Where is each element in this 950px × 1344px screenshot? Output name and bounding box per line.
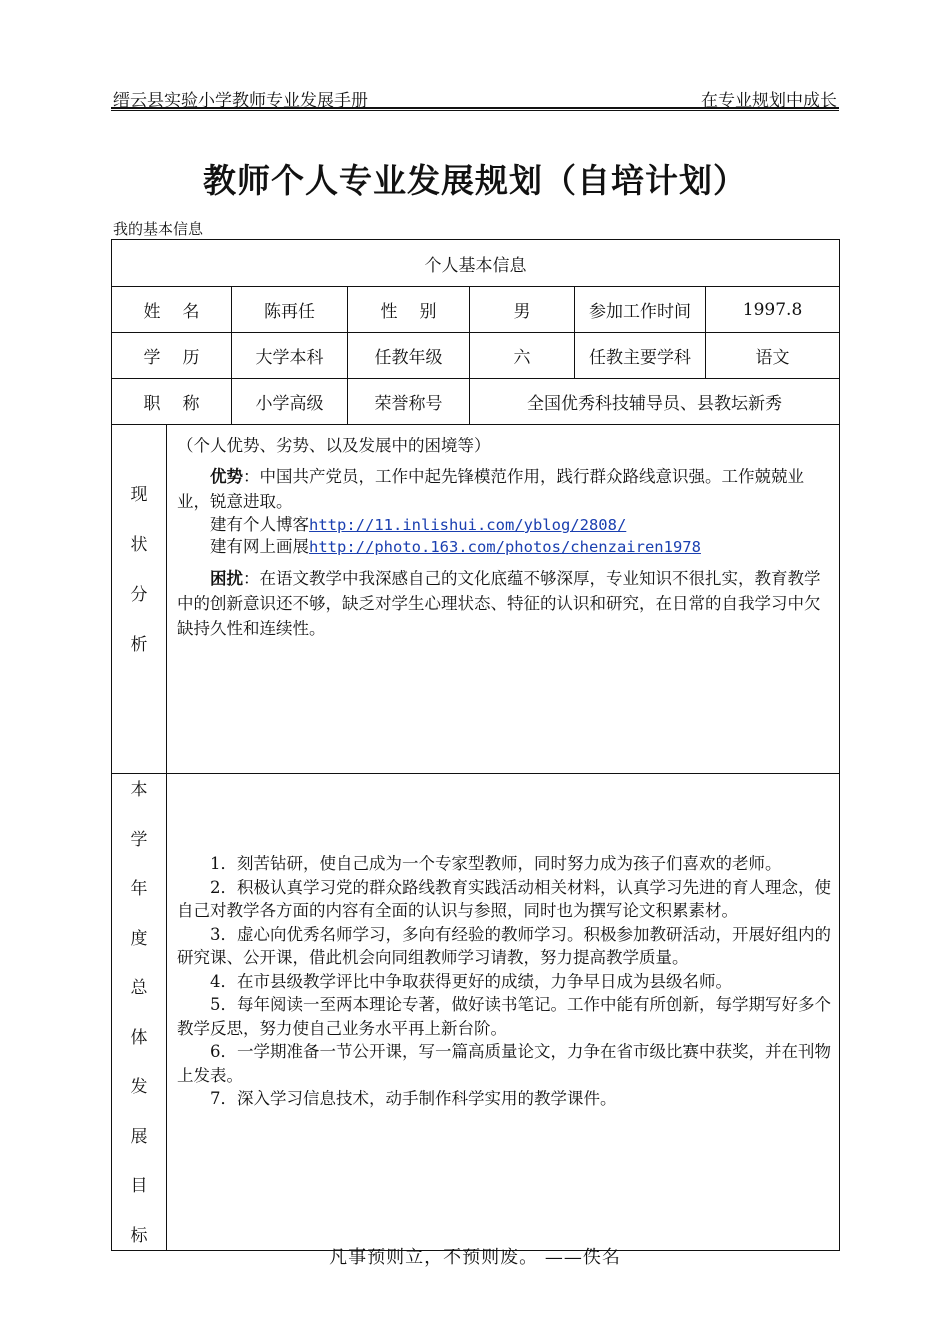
table-caption: 我的基本信息: [113, 220, 204, 238]
gender-value: 男: [470, 287, 575, 333]
blog-link[interactable]: http://11.inlishui.com/yblog/2808/: [309, 516, 627, 534]
goals-label-char: 学: [130, 829, 148, 850]
trouble-text: ：在语文教学中我深感自己的文化底蕴不够深厚，专业知识不很扎实，教育教学中的创新意识还不够，缺乏对学生心理状态、特征的认识和研究，在日常的自我学习中欠缺持久性和连续性。: [177, 569, 821, 638]
blog-label: 建有个人博客: [210, 515, 309, 534]
status-label-char: 现: [130, 485, 148, 505]
header-rule-thin: [111, 110, 839, 111]
subject-label: 任教主要学科: [575, 333, 706, 379]
goal-item: 1．刻苦钻研，使自己成为一个专家型教师，同时努力成为孩子们喜欢的老师。: [210, 854, 782, 873]
status-label-char: 分: [130, 585, 148, 605]
goals-label-char: 体: [130, 1027, 148, 1048]
status-label-char: 状: [130, 535, 148, 555]
goal-item: 5．每年阅读一至两本理论专著，做好读书笔记。工作中能有所创新，每学期写好多个教学反思，努力使自己业务水平再上新台阶。: [177, 995, 831, 1038]
goal-item: 7．深入学习信息技术，动手制作科学实用的教学课件。: [210, 1089, 617, 1108]
header-rule: [111, 107, 839, 109]
basic-info-table: [111, 239, 840, 1251]
goal-item: 6．一学期准备一节公开课，写一篇高质量论文，力争在省市级比赛中获奖，并在刊物上发表。: [177, 1042, 831, 1085]
goal-item: 4．在市县级教学评比中争取获得更好的成绩，力争早日成为县级名师。: [210, 971, 732, 991]
gallery-line: [177, 536, 831, 558]
grade-value: 六: [470, 333, 575, 379]
trouble-paragraph: [177, 566, 831, 641]
advantage-text: ：中国共产党员，工作中起先锋模范作用，践行群众路线意识强。工作兢兢业业，锐意进取。: [177, 467, 804, 511]
work-start-label: 参加工作时间: [575, 287, 706, 333]
work-start-value: 1997.8: [706, 287, 840, 333]
page-title: 教师个人专业发展规划（自培计划）: [203, 161, 747, 200]
goal-item: 2．积极认真学习党的群众路线教育实践活动相关材料，认真学习先进的育人理念，使自己对教学各方面的内容有全面的认识与参照，同时也为撰写论文积累素材。: [177, 877, 831, 920]
goals-label-char: 发: [130, 1077, 148, 1097]
advantage-label: 优势: [210, 467, 243, 486]
annual-goals-label: [112, 774, 167, 1251]
name-label: 姓名: [112, 287, 232, 333]
goal-item: 3．虚心向优秀名师学习，多向有经验的教师学习。积极参加教研活动，开展好组内的研究课、公开课，借此机会向同组教师学习请教，努力提高教学质量。: [177, 924, 831, 967]
status-label-char: 析: [130, 635, 148, 655]
gender-label: 性别: [348, 287, 470, 333]
goals-label-char: 展: [130, 1126, 148, 1147]
goals-label-char: 标: [130, 1225, 148, 1246]
blog-line: [177, 514, 831, 536]
job-title-value: 小学高级: [232, 379, 348, 425]
job-title-label: 职称: [112, 379, 232, 425]
gallery-link[interactable]: http://photo.163.com/photos/chenzairen1978: [309, 538, 701, 556]
education-value: 大学本科: [232, 333, 348, 379]
name-value: 陈再任: [232, 287, 348, 333]
grade-label: 任教年级: [348, 333, 470, 379]
status-analysis-content: [167, 425, 840, 774]
honor-value: 全国优秀科技辅导员、县教坛新秀: [470, 379, 840, 425]
trouble-label: 困扰: [210, 569, 243, 588]
status-analysis-label: [112, 425, 167, 774]
goals-label-char: 本: [130, 780, 148, 800]
header-left-title: 缙云县实验小学教师专业发展手册: [113, 91, 368, 111]
status-hint: （个人优势、劣势、以及发展中的困境等）: [177, 436, 491, 455]
goals-label-char: 目: [130, 1176, 148, 1196]
honor-label: 荣誉称号: [348, 379, 470, 425]
gallery-label: 建有网上画展: [210, 537, 309, 556]
goals-label-char: 度: [130, 928, 148, 949]
advantage-paragraph: [177, 464, 831, 514]
header-right-title: 在专业规划中成长: [701, 91, 837, 111]
education-label: 学历: [112, 333, 232, 379]
subject-value: 语文: [706, 333, 840, 379]
footer-quote: 凡事预则立，不预则废。 ——佚名: [329, 1247, 621, 1268]
table-heading: 个人基本信息: [112, 240, 840, 287]
annual-goals-content: [167, 774, 840, 1251]
goals-label-char: 年: [130, 879, 148, 899]
goals-label-char: 总: [130, 978, 148, 998]
